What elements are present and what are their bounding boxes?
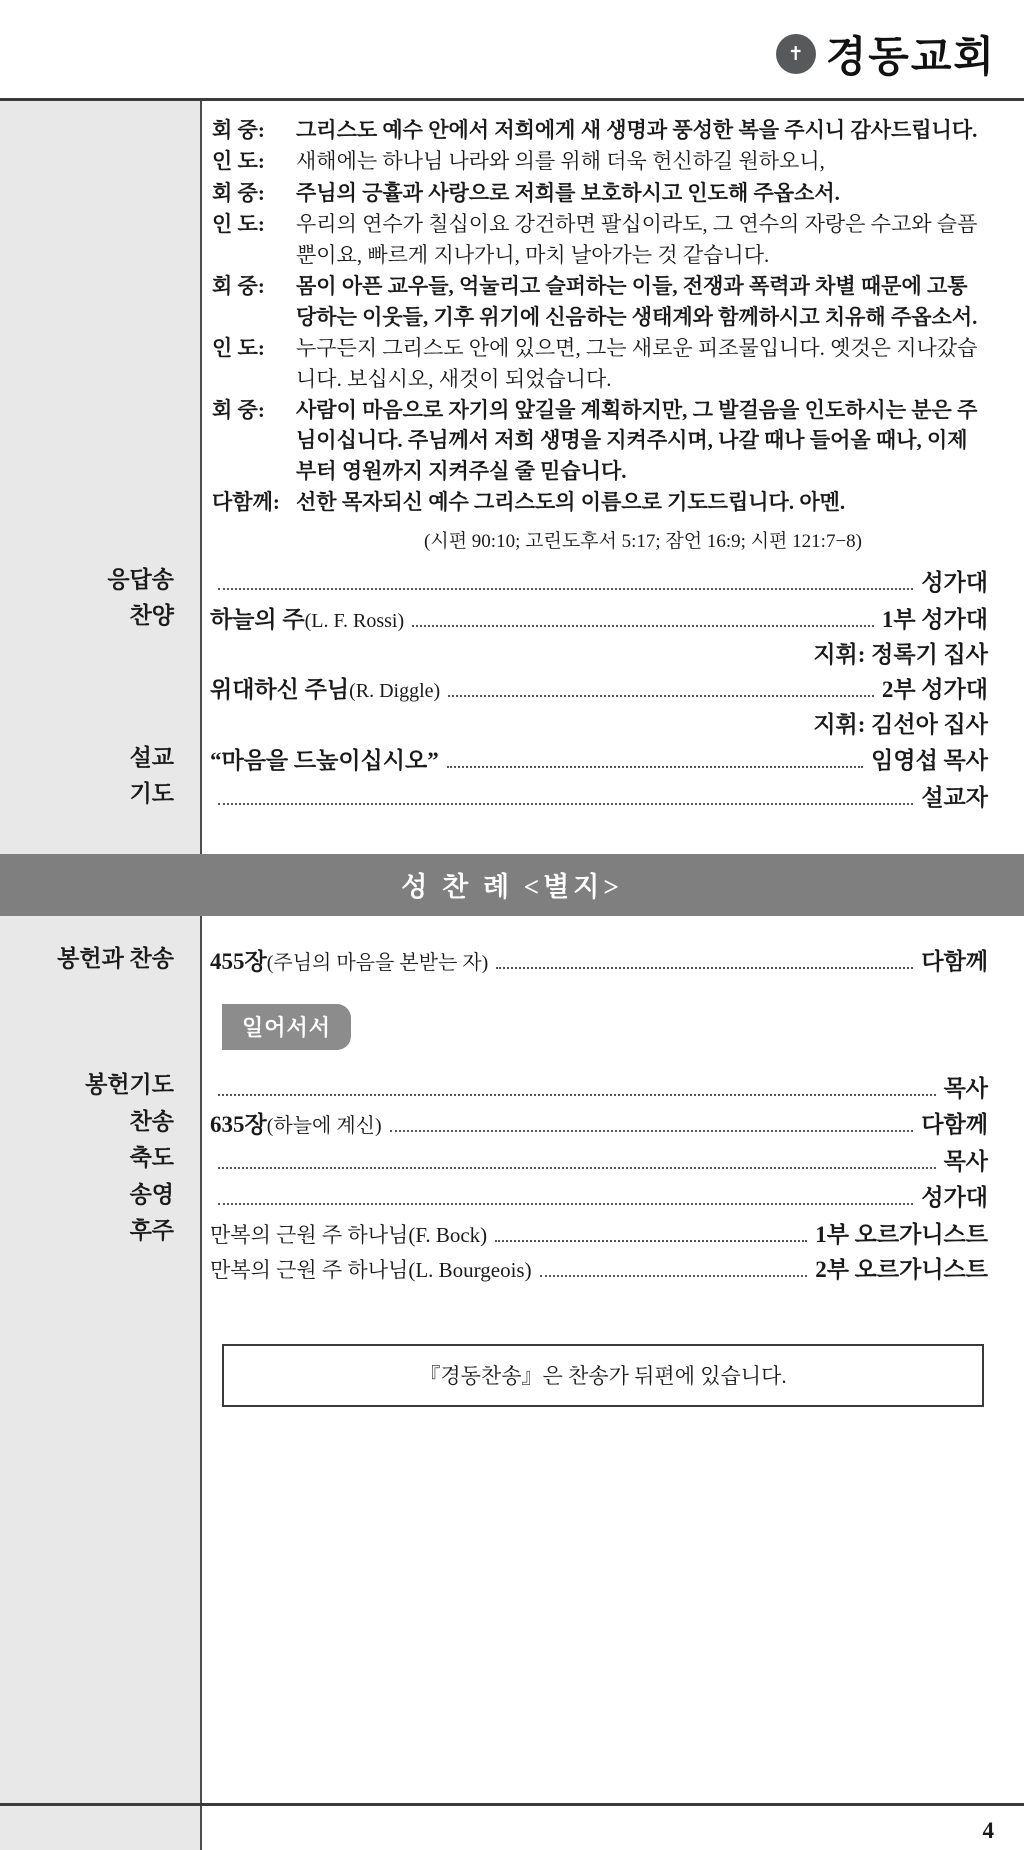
responsive-row: [212, 333, 984, 394]
order-title: [210, 1106, 382, 1139]
order-value: 목사: [943, 1148, 988, 1174]
order-title-text: 635장: [210, 1112, 267, 1138]
order-title-text: 만복의 근원 주 하나님: [210, 1257, 409, 1282]
order-title: [210, 601, 404, 634]
responsive-text: 누구든지 그리스도 안에 있으면, 그는 새로운 피조물입니다. 옛것은 지나갔습니다. 보십시오, 새것이 되었습니다.: [296, 336, 978, 391]
order-title-text: 455장: [210, 949, 267, 975]
leader-dots: [495, 1240, 807, 1242]
responsive-row: [212, 395, 984, 486]
order-title-paren: (R. Diggle): [349, 679, 441, 702]
order-title-paren: (F. Bock): [408, 1222, 488, 1247]
leader-dots: [218, 1094, 936, 1096]
bulletin-content: [0, 101, 1024, 1407]
order-title: [210, 742, 439, 775]
footer-divider: [0, 1803, 1024, 1806]
order-label: 송영: [129, 1181, 174, 1207]
order-value: 설교자: [921, 784, 988, 810]
responsive-text: 새해에는 하나님 나라와 의를 위해 더욱 헌신하길 원하오니,: [296, 149, 825, 174]
order-title-text: 만복의 근원 주 하나님: [210, 1222, 409, 1247]
leader-dots: [496, 967, 913, 969]
order-title-paren: (하늘에 계신): [266, 1115, 382, 1138]
order-value: 성가대: [921, 570, 988, 596]
order-value: 다함께: [921, 1112, 988, 1138]
leader-dots: [540, 1275, 808, 1277]
order-title-paren: (주님의 마음을 본받는 자): [266, 952, 489, 975]
order-label: 찬양: [129, 603, 174, 629]
order-middle: [188, 1219, 815, 1249]
order-middle: [188, 671, 882, 704]
responsive-reading-list: [0, 101, 1024, 553]
order-title: [210, 671, 440, 704]
speaker-label: 회 중:: [212, 274, 265, 299]
scripture-reference: (시편 90:10; 고린도후서 5:17; 잠언 16:9; 시편 121:7−8): [424, 530, 862, 552]
leader-dots: [218, 803, 913, 805]
leader-dots: [412, 625, 874, 627]
hymnal-note-text: 『경동찬송』은 찬송가 뒤편에 있습니다.: [419, 1363, 787, 1388]
responsive-text: 그리스도 예수 안에서 저희에게 새 생명과 풍성한 복을 주시니 감사드립니다.: [296, 118, 978, 142]
church-name: 경동교회: [825, 35, 996, 81]
responsive-text: 주님의 긍휼과 사랑으로 저희를 보호하시고 인도해 주옵소서.: [296, 180, 840, 205]
order-title-paren: (L. Bourgeois): [408, 1257, 532, 1282]
speaker-label: 회 중:: [212, 118, 265, 142]
order-title: [210, 1219, 487, 1249]
leader-dots: [390, 1130, 914, 1132]
order-middle: [188, 943, 921, 976]
order-title-text: “마음을 드높이십시오”: [210, 748, 439, 774]
order-label: 기도: [129, 781, 174, 807]
order-middle: [188, 1167, 944, 1176]
order-middle: [188, 803, 921, 812]
order-middle: [188, 601, 882, 634]
responsive-row: [212, 271, 984, 332]
section-band-communion: 성 찬 례 <별지>: [0, 854, 1024, 916]
order-label: 응답송: [107, 566, 174, 592]
responsive-row: [212, 209, 984, 270]
order-title-text: 위대하신 주님: [210, 676, 350, 702]
order-value: 2부 오르가니스트: [815, 1256, 988, 1282]
order-title-text: 하늘의 주: [210, 606, 305, 632]
responsive-row: [212, 115, 984, 145]
speaker-label: 인 도:: [212, 336, 265, 361]
speaker-label: 회 중:: [212, 397, 265, 422]
order-middle: [188, 742, 871, 775]
order-label: 봉헌기도: [85, 1072, 174, 1098]
order-section-part2: [0, 1068, 1024, 1284]
church-logo: [776, 24, 996, 84]
bulletin-sheet: [0, 101, 1024, 1850]
order-title-paren: (L. F. Rossi): [304, 609, 405, 632]
order-value: 다함께: [921, 949, 988, 975]
order-label: 찬송: [129, 1108, 174, 1134]
order-value: 목사: [943, 1075, 988, 1101]
leader-dots: [447, 766, 863, 768]
page-header: [0, 0, 1024, 98]
order-line: [0, 1214, 1024, 1249]
responsive-text: 몸이 아픈 교우들, 억눌리고 슬퍼하는 이들, 전쟁과 폭력과 차별 때문에 고통당하는 이웃들, 기후 위기에 신음하는 생태계와 함께하시고 치유해 주옵소서.: [296, 274, 978, 329]
order-line: [0, 1141, 1024, 1176]
order-line: [0, 777, 1024, 812]
speaker-label: 인 도:: [212, 212, 265, 237]
order-middle: [188, 588, 921, 597]
order-value: 1부 성가대: [881, 606, 988, 632]
order-section-part1: [0, 563, 1024, 832]
order-value: 1부 오르가니스트: [815, 1221, 988, 1247]
order-title: [210, 943, 488, 976]
stand-tag: 일어서서: [222, 1004, 351, 1050]
order-value: 임영섭 목사: [871, 748, 988, 774]
conductor-line: 지휘: 정록기 집사: [813, 641, 988, 667]
order-line: [0, 1251, 1024, 1284]
order-label: 후주: [129, 1218, 174, 1244]
emblem-glyph: ✝: [787, 43, 804, 65]
responsive-row: [212, 146, 984, 176]
order-middle: [188, 1203, 921, 1212]
speaker-label: 다함께:: [212, 490, 280, 515]
order-value: 2부 성가대: [881, 676, 988, 702]
leader-dots: [218, 1167, 936, 1169]
order-label: 봉헌과 찬송: [57, 945, 174, 971]
speaker-label: 인 도:: [212, 149, 265, 174]
order-line: [0, 599, 1024, 634]
order-value: 성가대: [921, 1185, 988, 1211]
church-emblem-icon: [776, 34, 816, 74]
hymnal-note-box: [222, 1344, 984, 1407]
responsive-row: [212, 487, 984, 517]
order-line: [0, 741, 1024, 776]
responsive-row: [212, 178, 984, 208]
order-line: [0, 563, 1024, 598]
order-title: [210, 1254, 532, 1284]
leader-dots: [218, 1203, 913, 1205]
page-number: 4: [982, 1818, 994, 1843]
order-middle: [188, 1106, 921, 1139]
order-middle: [188, 1254, 815, 1284]
leader-dots: [218, 588, 913, 590]
order-label: 축도: [129, 1145, 174, 1171]
order-line-offering: [0, 942, 1024, 977]
leader-dots: [448, 695, 874, 697]
order-line: [0, 1105, 1024, 1140]
responsive-text: 우리의 연수가 칠십이요 강건하면 팔십이라도, 그 연수의 자랑은 수고와 슬픔뿐이요, 빠르게 지나가니, 마치 날아가는 것 같습니다.: [296, 212, 978, 267]
responsive-text: 선한 목자되신 예수 그리스도의 이름으로 기도드립니다. 아멘.: [296, 490, 846, 515]
conductor-line: 지휘: 김선아 집사: [813, 711, 988, 737]
standing-instruction: [0, 978, 1024, 1068]
responsive-text: 사람이 마음으로 자기의 앞길을 계획하지만, 그 발걸음을 인도하시는 분은 주님이십니다. 주님께서 저희 생명을 지켜주시며, 나갈 때나 들어올 때나, 이제부터 영원까지 지켜주실 줄 믿습니다.: [296, 397, 978, 483]
order-middle: [188, 1094, 944, 1103]
order-line: [0, 671, 1024, 704]
speaker-label: 회 중:: [212, 180, 265, 205]
order-label: 설교: [129, 744, 174, 770]
order-line: [0, 1068, 1024, 1103]
order-line: [0, 1178, 1024, 1213]
